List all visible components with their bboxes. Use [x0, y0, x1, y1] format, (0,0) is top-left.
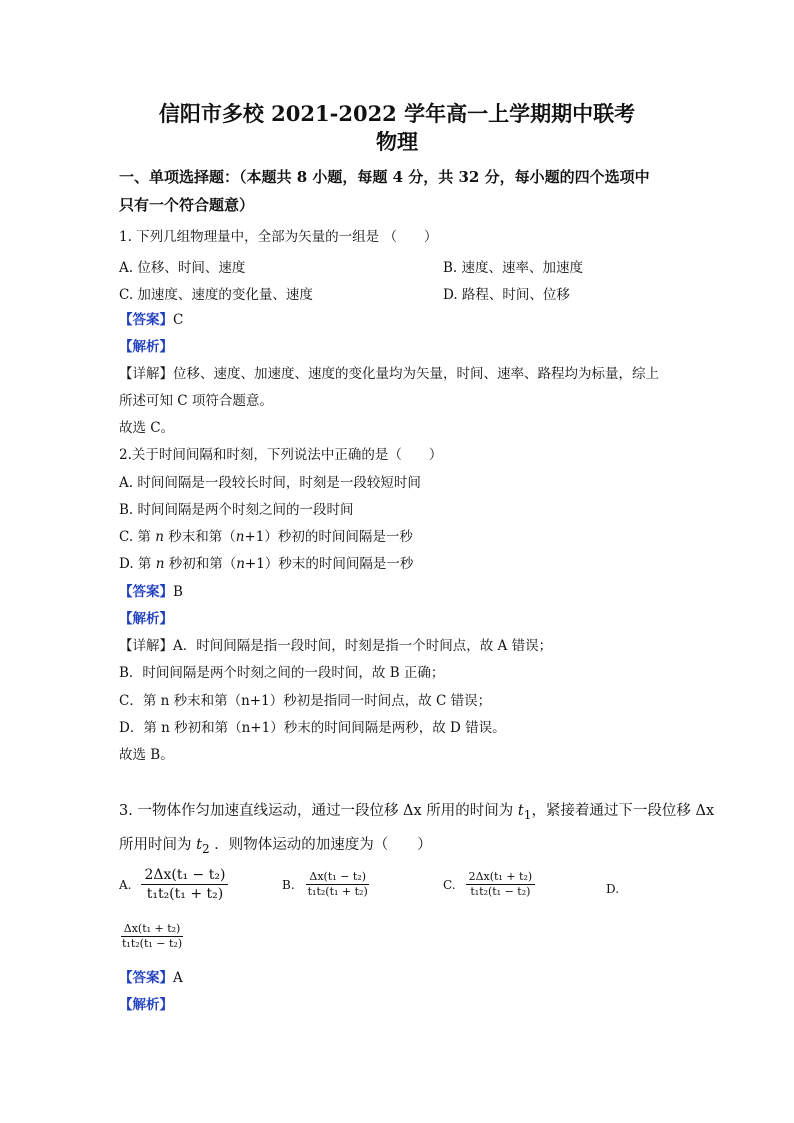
- subscript: 1: [523, 807, 532, 822]
- q2-option-c-text: C. 第: [119, 529, 156, 545]
- q3-option-a: [119, 866, 228, 903]
- fraction-denominator: t₁t₂(t₁ − t₂): [122, 937, 183, 950]
- answer-tag: 【答案】: [119, 584, 173, 600]
- q1-option-b: B. 速度、速率、加速度: [443, 260, 584, 276]
- var-t: t: [196, 837, 202, 853]
- fraction-denominator: t₁t₂(t₁ + t₂): [307, 885, 368, 898]
- option-label: D.: [606, 881, 620, 896]
- q2-option-a: A. 时间间隔是一段较长时间，时刻是一段较短时间: [119, 475, 421, 491]
- var-n: n: [155, 529, 164, 545]
- q3-option-d: [119, 922, 185, 951]
- analysis-tag: 【解析】: [119, 611, 173, 627]
- fraction-numerator: 2Δx(t₁ + t₂): [466, 870, 536, 885]
- q1-detail-text: 位移、速度、加速度、速度的变化量均为矢量，时间、速率、路程均为标量，综上: [173, 366, 659, 382]
- q3-stem-text: 所用时间为: [119, 837, 197, 853]
- q2-analysis-row: [119, 610, 173, 628]
- fraction-denominator: t₁t₂(t₁ − t₂): [470, 885, 531, 898]
- q2-option-d-text: +1）秒末的时间间隔是一秒: [244, 556, 414, 572]
- subscript: 2: [201, 841, 210, 856]
- section-heading-line2: 只有一个符合题意）: [119, 196, 255, 214]
- q3-stem-line2: [119, 836, 432, 858]
- q1-analysis-row: [119, 338, 173, 356]
- var-t: t: [517, 803, 524, 819]
- q2-detail-d: D．第 n 秒初和第（n+1）秒末的时间间隔是两秒，故 D 错误。: [119, 720, 506, 736]
- q1-detail-line2: 所述可知 C 项符合题意。: [119, 393, 273, 409]
- q1-answer-row: [119, 311, 183, 329]
- q2-conclusion: 故选 B。: [119, 747, 174, 763]
- q2-option-d: [119, 555, 413, 573]
- analysis-tag: 【解析】: [119, 997, 173, 1013]
- fraction: [141, 866, 228, 903]
- q1-option-c: C. 加速度、速度的变化量、速度: [119, 287, 313, 303]
- q3-stem-text: ．则物体运动的加速度为（ ）: [209, 837, 432, 853]
- q2-detail-b: B．时间间隔是两个时刻之间的一段时间，故 B 正确；: [119, 665, 445, 681]
- q2-option-c: [119, 528, 413, 546]
- q1-stem: 1. 下列几组物理量中，全部为矢量的一组是 （ ）: [119, 229, 438, 245]
- q2-answer-row: [119, 583, 183, 601]
- q2-stem: 2.关于时间间隔和时刻，下列说法中正确的是（ ）: [119, 447, 443, 463]
- answer-tag: 【答案】: [119, 970, 173, 986]
- q3-option-c: [443, 870, 535, 899]
- q2-option-c-text: +1）秒初的时间间隔是一秒: [244, 529, 413, 545]
- q3-option-d-label: [606, 880, 629, 896]
- detail-tag: 【详解】: [119, 638, 173, 654]
- analysis-tag: 【解析】: [119, 339, 173, 355]
- q2-option-d-text: 秒初和第（: [164, 556, 237, 572]
- q1-option-a: A. 位移、时间、速度: [119, 260, 246, 276]
- q3-option-b: [282, 870, 371, 899]
- fraction-numerator: 2Δx(t₁ − t₂): [141, 866, 228, 885]
- q2-option-d-text: D. 第: [119, 556, 156, 572]
- var-n: n: [155, 556, 165, 572]
- option-label: A.: [119, 877, 132, 892]
- q1-answer: C: [173, 312, 184, 328]
- q3-stem-text: ，紧接着通过下一段位移 Δx: [531, 803, 715, 819]
- q1-conclusion: 故选 C。: [119, 420, 175, 436]
- q2-detail-c: C．第 n 秒末和第（n+1）秒初是指同一时间点，故 C 错误；: [119, 693, 492, 709]
- fraction: [305, 870, 371, 899]
- q3-analysis-row: [119, 996, 173, 1014]
- option-label: B.: [282, 877, 295, 892]
- detail-tag: 【详解】: [119, 366, 173, 382]
- var-n: n: [235, 529, 245, 545]
- page-title: 信阳市多校 2021-2022 学年高一上学期期中联考: [158, 101, 636, 126]
- q2-detail-a-text: A．时间间隔是指一段时间，时刻是指一个时间点，故 A 错误；: [173, 638, 553, 654]
- fraction-denominator: t₁t₂(t₁ + t₂): [146, 886, 224, 902]
- q3-stem-line1: [119, 802, 714, 824]
- q3-stem-text: 3. 一物体作匀加速直线运动，通过一段位移 Δx 所用的时间为: [119, 803, 518, 819]
- q3-answer: A: [173, 970, 183, 986]
- fraction: [119, 922, 185, 951]
- var-n: n: [236, 556, 245, 572]
- fraction-numerator: Δx(t₁ − t₂): [306, 870, 369, 885]
- fraction: [466, 870, 536, 899]
- q2-option-b: B. 时间间隔是两个时刻之间的一段时间: [119, 502, 354, 518]
- q1-option-d: D. 路程、时间、位移: [443, 287, 570, 303]
- subject-title: 物理: [376, 129, 418, 154]
- option-label: C.: [443, 877, 456, 892]
- answer-tag: 【答案】: [119, 312, 173, 328]
- q3-answer-row: [119, 969, 183, 987]
- section-heading-line1: 一、单项选择题：（本题共 8 小题，每题 4 分，共 32 分，每小题的四个选项中: [119, 168, 650, 186]
- q2-answer: B: [173, 584, 183, 600]
- q2-option-c-text: 秒末和第（: [163, 529, 236, 545]
- q2-detail-a: [119, 637, 552, 655]
- fraction-numerator: Δx(t₁ + t₂): [121, 922, 184, 937]
- q1-detail-line1: [119, 365, 659, 383]
